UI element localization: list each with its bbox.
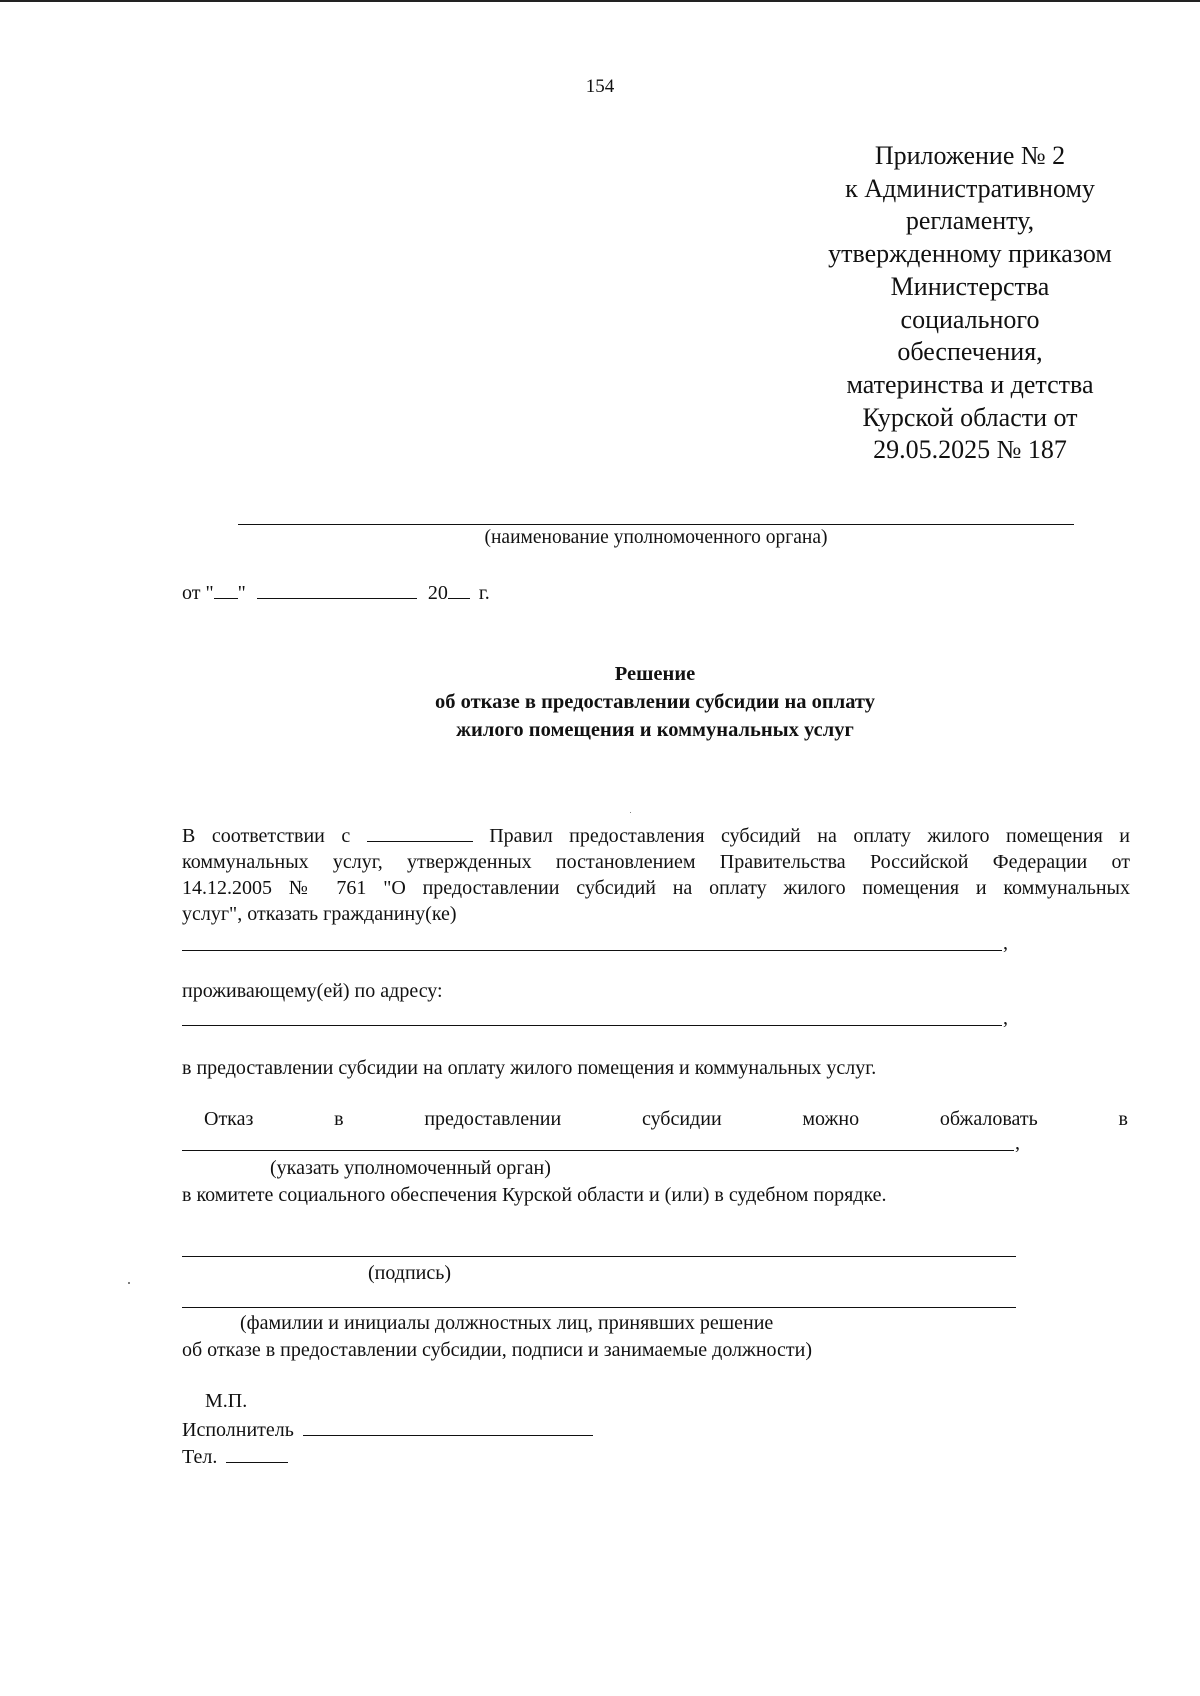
signature-caption: (подпись) — [368, 1262, 452, 1284]
appendix-line: Приложение № 2 — [874, 141, 1066, 170]
paragraph-line: услуг", отказать гражданину(ке) — [182, 903, 457, 925]
appendix-line: Курской области от — [862, 402, 1078, 432]
title-line: об отказе в предоставлении субсидии на оплату — [435, 691, 875, 713]
paragraph-line — [182, 823, 1130, 849]
main-paragraph — [182, 823, 1130, 927]
comma: , — [1015, 1132, 1020, 1154]
appeal-rest: в комитете социального обеспечения Курской области и (или) в судебном порядке. — [182, 1184, 887, 1206]
title-line: Решение — [614, 663, 696, 685]
appendix-line: обеспечения, — [897, 337, 1043, 367]
executor-label: Исполнитель — [182, 1419, 294, 1441]
page-number: 154 — [585, 76, 615, 97]
appeal-word: субсидии — [641, 1108, 722, 1130]
document-title — [0, 660, 1200, 744]
scan-speck — [128, 1282, 130, 1284]
day-blank — [214, 580, 238, 599]
stamp-placeholder: М.П. — [205, 1390, 248, 1412]
citizen-name-line — [182, 950, 1002, 951]
refusal-statement: в предоставлении субсидии на оплату жилого помещения и коммунальных услуг. — [182, 1057, 877, 1079]
officials-caption: об отказе в предоставлении субсидии, подписи и занимаемые должности) — [182, 1339, 813, 1361]
appendix-line: 29.05.2025 № 187 — [873, 435, 1067, 465]
appeal-word: предоставлении — [424, 1108, 562, 1130]
officials-line — [182, 1307, 1016, 1308]
appeal-word: Отказ — [204, 1108, 254, 1130]
appeal-caption: (указать уполномоченный орган) — [270, 1157, 551, 1179]
appendix-line: социального — [900, 304, 1040, 334]
date-suffix: г. — [478, 582, 490, 604]
organ-name-line — [238, 524, 1074, 525]
phone-label: Тел. — [182, 1446, 218, 1468]
phone-row — [182, 1444, 288, 1469]
date-quote-close: " — [237, 582, 246, 604]
appeal-organ-line — [182, 1150, 1014, 1151]
appeal-word: обжаловать — [939, 1108, 1038, 1130]
appendix-line: к Административному — [845, 173, 1095, 203]
appendix-line: регламенту, — [905, 206, 1035, 236]
comma: , — [1003, 932, 1008, 954]
appeal-word: в — [1118, 1108, 1128, 1130]
date-prefix: от " — [182, 582, 214, 604]
phone-blank — [226, 1444, 288, 1463]
appendix-line: утвержденному приказом — [828, 239, 1112, 269]
executor-blank — [303, 1417, 593, 1436]
paragraph-line: коммунальных услуг, утвержденных постановлением Правительства Российской Федерации от — [182, 851, 1130, 873]
title-line: жилого помещения и коммунальных услуг — [456, 719, 854, 741]
signature-line — [182, 1256, 1016, 1257]
date-row — [182, 580, 490, 605]
point-blank — [367, 823, 473, 842]
month-blank — [257, 580, 417, 599]
executor-row — [182, 1417, 593, 1442]
address-label: проживающему(ей) по адресу: — [182, 980, 443, 1002]
year-blank — [448, 580, 470, 599]
para-start: В соответствии с — [182, 825, 351, 847]
date-year: 20 — [427, 582, 448, 604]
appeal-word: можно — [802, 1108, 860, 1130]
scan-top-edge — [0, 0, 1200, 2]
paragraph-line: 14.12.2005 № 761 "О предоставлении субсидий на оплату жилого помещения и коммунальных — [182, 877, 1130, 899]
organ-caption: (наименование уполномоченного органа) — [484, 527, 828, 548]
appeal-word: в — [334, 1108, 344, 1130]
appendix-line: Министерства — [890, 271, 1050, 301]
comma: , — [1003, 1007, 1008, 1029]
appendix-block — [800, 140, 1140, 467]
appendix-line: материнства и детства — [846, 369, 1094, 399]
para-end: Правил предоставления субсидий на оплату жилого помещения и — [489, 825, 1130, 847]
appeal-row — [204, 1108, 1128, 1131]
officials-caption: (фамилии и инициалы должностных лиц, принявших решение — [240, 1312, 774, 1334]
scan-speck — [630, 812, 631, 813]
address-line — [182, 1025, 1002, 1026]
